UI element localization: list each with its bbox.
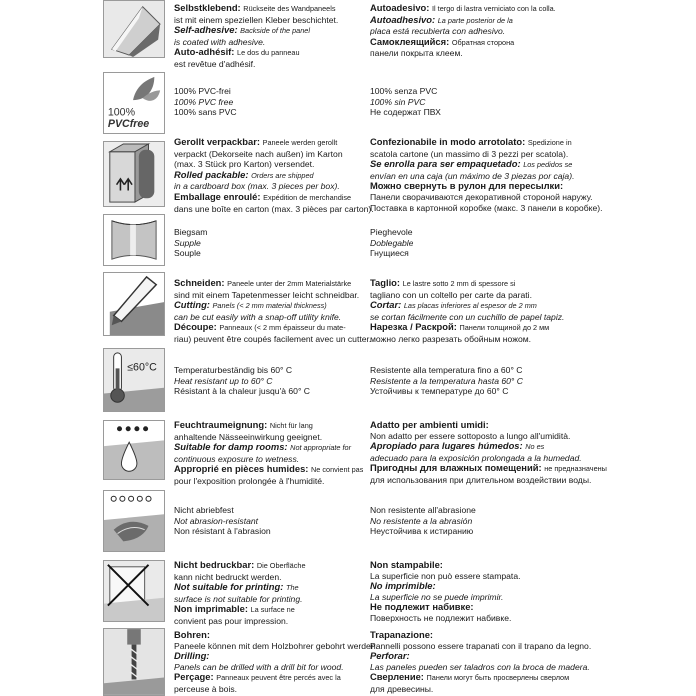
feature-text: can be cut easily with a snap-off utility knife. [174,311,342,322]
text-line [174,192,374,204]
feature-text: 100% senza PVC [370,86,438,96]
text-line [174,181,374,192]
text-block-it-es-ru [370,365,523,397]
feature-heading: Perçage: [174,672,217,683]
text-line [370,463,607,475]
feature-text: Supple [174,237,201,248]
feature-heading: Feuchtraumeignung: [174,420,270,430]
text-line [370,376,523,387]
feature-text: Rückseite des Wandpaneels [243,4,336,13]
text-line [174,560,306,572]
text-line [370,613,520,624]
feature-text: ist mit einem speziellen Kleber beschichtet. [174,14,339,25]
feature-heading: Bohren: [174,630,210,640]
text-line [174,322,371,334]
feature-text: можно легко разрезать обойным ножом. [370,333,532,344]
feature-text: Heat resistant up to 60° C [174,375,273,386]
text-line [370,526,476,537]
water-drop-icon [103,420,165,480]
text-line [174,420,363,432]
feature-heading: Trapanazione: [370,630,434,640]
text-line [370,672,591,684]
feature-heading: Autoadhesivo: [370,14,438,25]
text-line [174,86,237,97]
feature-text: Устойчивы к температуре до 60° C [370,386,509,397]
feature-text: Panels (< 2 mm material thickness) [212,301,327,311]
feature-text: dans une boîte en carton (max. 3 pièces par carton). [174,203,374,214]
text-line [370,334,564,345]
feature-heading: Se enrolla para ser empaquetado: [370,159,524,170]
feature-text: Paneele unter der 2mm Materialstärke [227,279,352,288]
text-line [370,181,603,192]
feature-text: anhaltende Nässeeinwirkung geeignet. [174,431,323,442]
text-line [174,59,338,70]
feature-text: Panneaux (< 2 mm épaisseur du mate- [219,323,346,333]
pvc-free-icon [103,72,165,134]
text-line [370,97,441,108]
feature-text: Non résistant à l'abrasion [174,526,271,537]
text-line [370,684,591,695]
text-block-it-es-ru [370,227,413,259]
pvc-free-label: PVCfree [107,118,150,131]
text-line [370,420,607,431]
feature-heading: Selbstklebend: [174,3,244,13]
text-line [370,662,591,673]
feature-heading: Drilling: [174,651,210,662]
text-block-de-en-fr [174,227,207,259]
text-block-it-es-ru [370,630,591,695]
feature-text: Temperaturbeständig bis 60° C [174,365,293,375]
feature-heading: Not suitable for printing: [174,582,286,593]
text-block-de-en-fr [174,630,378,695]
feature-text: Las paneles pueden ser taladros con la broca de madera. [370,661,590,672]
text-block-it-es-ru [370,86,441,118]
feature-text: Обратная сторона [451,37,515,47]
text-line [370,516,476,527]
text-line [370,37,556,49]
feature-text: No es [525,442,545,452]
text-line [174,672,378,684]
text-line [174,582,306,594]
text-line [370,290,564,301]
feature-text: Résistant à la chaleur jusqu'à 60° C [174,386,310,397]
feature-text: Resistente a la temperatura hasta 60° C [370,375,523,386]
feature-text: verpackt (Dekorseite nach außen) im Karton [174,148,343,159]
feature-text: tagliano con un coltello per carte da parati. [370,289,532,300]
text-line [370,203,603,214]
text-block-it-es-ru [370,505,476,537]
feature-text: est revêtue d'adhésif. [174,58,256,69]
flexible-panel-icon [103,214,165,266]
feature-text: perceuse à bois. [174,683,238,694]
text-line [174,464,363,476]
feature-text: is coated with adhesive. [174,36,266,47]
feature-text: La superficie no se puede imprimir. [370,591,504,602]
text-line [174,662,378,673]
feature-heading: Approprié en pièces humides: [174,464,312,475]
feature-text: Панели толщиной до 2 мм [459,323,550,333]
feature-text: Las placas inferiores al espesor de 2 mm [403,301,537,311]
text-line [174,604,306,616]
text-line [174,248,207,259]
text-line [174,37,338,48]
text-line [370,560,520,571]
text-line [370,238,413,249]
text-line [370,322,564,334]
feature-text: Поставка в картонной коробке (макс. 3 панели в коробке). [370,202,603,213]
text-block-de-en-fr [174,365,310,397]
feature-heading: Non stampabile: [370,560,443,570]
feature-text: Неустойчива к истиранию [370,526,474,537]
feature-heading: Non imprimable: [174,604,251,615]
text-line [370,592,520,603]
text-block-de-en-fr [174,3,338,70]
feature-text: Le dos du panneau [237,48,300,58]
feature-text: для древесины. [370,683,434,694]
text-line [370,571,520,582]
text-line [174,3,338,15]
text-line [370,300,564,312]
feature-heading: Autoadesivo: [370,3,432,13]
feature-text: La superficie non può essere stampata. [370,570,521,581]
feature-heading: Самоклеящийся: [370,36,452,47]
feature-heading: Rolled packable: [174,169,252,180]
feature-heading: Можно свернуть в рулон для пересылки: [370,181,564,192]
feature-heading: Gerollt verpackbar: [174,137,263,147]
feature-text: kann nicht bedruckt werden. [174,571,282,582]
feature-heading: Découpe: [174,322,220,333]
no-printing-icon [103,560,165,622]
feature-heading: Emballage enroulé: [174,191,264,202]
feature-text: панели покрыта клеем. [370,48,463,59]
text-line [174,684,378,695]
text-block-de-en-fr [174,420,363,487]
feature-text: Panneaux peuvent être percés avec la [216,673,341,683]
text-line [174,641,378,652]
text-line [174,432,363,443]
text-line [174,238,207,249]
feature-heading: Apropiado para lugares húmedos: [370,441,526,452]
text-line [174,365,310,376]
feature-heading: Нарезка / Раскрой: [370,322,460,333]
feature-text: 100% PVC free [174,96,234,107]
feature-text: in a cardboard box (max. 3 pieces per box). [174,181,340,192]
text-block-it-es-ru [370,137,603,213]
feature-text: Orders are shipped [251,170,314,180]
feature-text: sind mit einem Tapetenmesser leicht schneidbar. [174,289,360,300]
text-line [370,641,591,652]
text-line [370,581,520,592]
feature-heading: Cortar: [370,300,404,311]
text-line [174,334,371,345]
text-line [370,312,564,323]
text-line [370,431,607,442]
feature-text: Le lastre sotto 2 mm di spessore si [402,279,516,288]
feature-heading: Сверление: [370,672,427,683]
drill-icon [103,628,165,696]
feature-text: 100% sans PVC [174,107,237,118]
adhesive-panel-icon [103,0,165,58]
feature-text: Expédition de merchandise [263,192,352,202]
feature-heading: Self-adhesive: [174,25,241,36]
feature-text: pour l'exposition prolongée à l'humidité. [174,475,325,486]
text-line [174,386,310,397]
feature-text: Nicht abriebfest [174,505,234,515]
feature-text: Biegsam [174,227,208,237]
feature-text: Spedizione in [527,138,572,147]
feature-text: Pannelli possono essere trapanati con il trapano da legno. [370,640,592,651]
feature-text: 100% PVC-frei [174,86,231,96]
text-block-de-en-fr [174,560,306,627]
feature-heading: Не подлежит набивке: [370,602,474,613]
text-line [370,159,603,171]
text-line [370,630,591,641]
feature-heading: Cutting: [174,300,213,311]
text-line [174,376,310,387]
pvc-percent-label: 100% [107,106,136,119]
feature-text: Ne convient pas [311,465,364,475]
feature-heading: Schneiden: [174,278,228,288]
text-line [370,3,556,15]
feature-text: Pieghevole [370,227,413,237]
text-line [370,386,523,397]
feature-heading: Adatto per ambienti umidi: [370,420,489,430]
feature-text: continuous exposure to wetness. [174,453,300,464]
feature-heading: Confezionabile in modo arrotolato: [370,137,528,147]
feature-text: Panels can be drilled with a drill bit for wood. [174,661,344,672]
abrasion-cloth-icon [103,490,165,552]
text-line [174,137,374,149]
text-line [370,26,556,37]
text-line [174,290,371,301]
text-line [174,97,237,108]
text-line [370,475,607,486]
text-line [370,192,603,203]
text-line [370,86,441,97]
text-line [370,505,476,516]
text-line [174,159,374,170]
feature-text: Не содержат ПВХ [370,107,441,118]
text-line [370,602,520,613]
feature-heading: No imprimible: [370,581,436,592]
text-block-it-es-ru [370,420,607,486]
text-line [174,278,371,290]
feature-text: Doblegable [370,237,414,248]
text-block-it-es-ru [370,560,520,624]
text-line [174,651,378,662]
max-temp-label: ≤60°C [127,361,157,374]
feature-text: Il tergo di lastra verniciato con la colla. [432,4,556,13]
feature-text: Not abrasion-resistant [174,515,259,526]
rolled-packaging-icon [103,141,165,207]
feature-heading: Suitable for damp rooms: [174,442,291,453]
text-block-it-es-ru [370,278,564,345]
text-line [174,516,271,527]
text-line [370,441,607,453]
text-line [174,526,271,537]
feature-text: Paneele werden gerollt [262,138,338,147]
text-line [174,505,271,516]
text-line [174,454,363,465]
feature-text: se cortan fácilmente con un cuchillo de papel tapiz. [370,311,565,322]
text-line [370,248,413,259]
feature-text: riau) peuvent être coupés facilement avec un cutter. [174,333,372,344]
text-line [370,48,556,59]
feature-text: adecuado para la exposición prolongada a la humedad. [370,452,582,463]
feature-text: Nicht für lang [269,421,313,430]
text-line [174,25,338,37]
text-line [174,47,338,59]
text-block-de-en-fr [174,278,371,345]
text-line [174,630,378,641]
feature-text: не предназначены [544,464,607,474]
text-line [174,170,374,182]
text-line [174,15,338,26]
text-line [370,365,523,376]
feature-text: La surface ne [250,605,295,615]
feature-text: Поверхность не подлежит набивке. [370,612,512,623]
text-line [174,594,306,605]
text-line [174,107,237,118]
feature-text: для использования при длительном воздействии воды. [370,474,592,485]
feature-text: Backside of the panel [240,26,310,36]
feature-text: Paneele können mit dem Holzbohrer gebohrt werden. [174,640,378,651]
text-line [174,572,306,583]
feature-text: Not appropriate for [290,443,352,453]
feature-text: placa está recubierta con adhesivo. [370,26,506,37]
text-line [174,312,371,323]
feature-text: Non resistente all'abrasione [370,505,476,515]
text-block-de-en-fr [174,505,271,537]
feature-text: La parte posterior de la [437,15,513,25]
feature-text: Панели сворачиваются декоративной стороной наружу. [370,191,593,202]
feature-heading: Пригодны для влажных помещений: [370,463,545,474]
feature-text: Los pedidos se [523,160,573,170]
text-line [174,476,363,487]
feature-heading: Taglio: [370,278,403,288]
feature-text: 100% sin PVC [370,96,426,107]
text-line [370,15,556,27]
text-line [370,171,603,182]
feature-text: envían en una caja (un máximo de 3 piezas por caja). [370,170,575,181]
text-line [174,149,374,160]
text-block-de-en-fr [174,86,237,118]
text-line [370,278,564,290]
feature-text: Souple [174,248,201,259]
feature-heading: Perforar: [370,651,410,662]
text-line [174,227,207,238]
feature-heading: Auto-adhésif: [174,47,238,58]
text-block-de-en-fr [174,137,374,214]
text-line [370,651,591,662]
text-line [370,107,441,118]
text-line [174,616,306,627]
feature-text: surface is not suitable for printing. [174,593,303,604]
cutting-knife-icon [103,272,165,336]
text-line [370,453,607,464]
text-line [370,227,413,238]
thermometer-icon [103,348,165,412]
feature-text: convient pas pour impression. [174,615,289,626]
feature-text: Non adatto per essere sottoposto a lungo all'umidità. [370,430,571,441]
feature-text: Гнущиеся [370,248,409,259]
feature-text: (max. 3 Stück pro Karton) versendet. [174,159,315,170]
text-block-it-es-ru [370,3,556,59]
feature-text: scatola cartone (un massimo di 3 pezzi per scatola). [370,148,569,159]
feature-text: The [285,583,299,593]
feature-text: Resistente alla temperatura fino a 60° C [370,365,523,375]
text-line [174,204,374,215]
text-line [370,137,603,149]
text-line [174,442,363,454]
feature-text: No resistente a la abrasión [370,515,473,526]
feature-heading: Nicht bedruckbar: [174,560,257,570]
text-line [370,149,603,160]
feature-text: Панели могут быть просверлены сверлом [426,673,570,683]
text-line [174,300,371,312]
feature-text: Die Oberfläche [256,561,306,570]
